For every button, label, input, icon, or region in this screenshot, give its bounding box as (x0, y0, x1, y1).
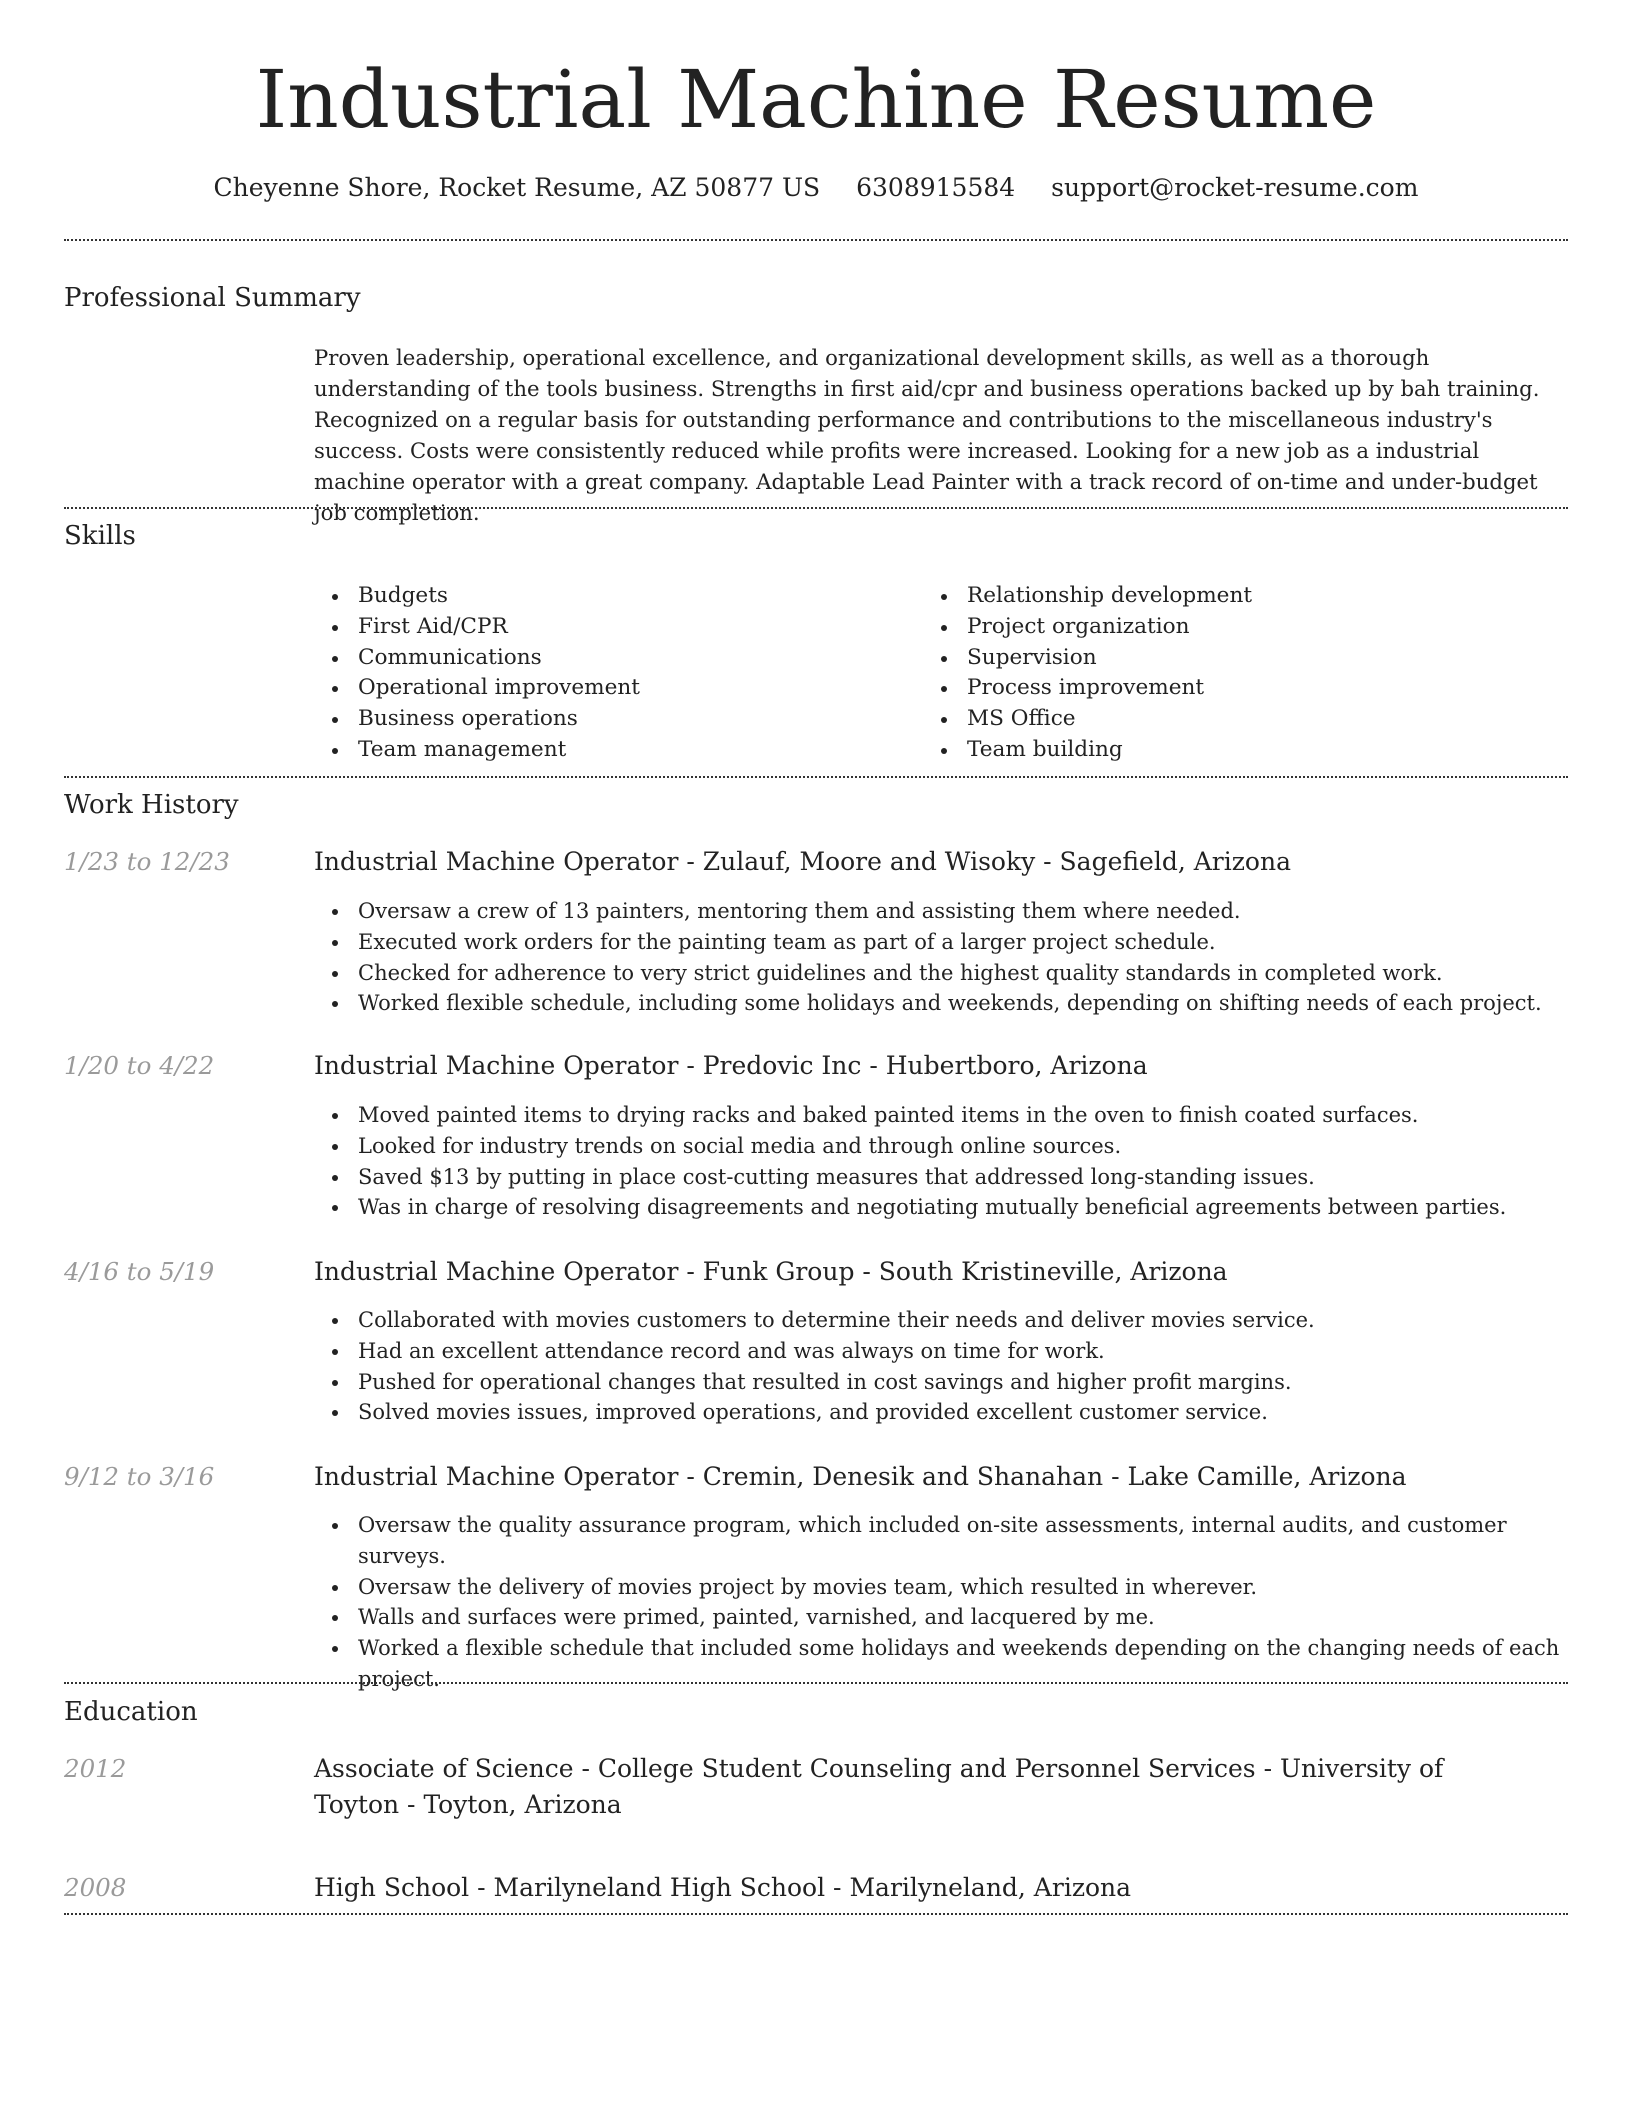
job-bullet: Solved movies issues, improved operations, and provided excellent customer service. (314, 1397, 1574, 1428)
job-bullet: Oversaw the delivery of movies project by movies team, which resulted in wherever. (314, 1572, 1574, 1603)
divider (64, 1913, 1568, 1915)
skill-item: Supervision (923, 643, 1523, 674)
job-date: 4/16 to 5/19 (64, 1257, 215, 1286)
contact-line (0, 172, 1632, 204)
contact-address: Cheyenne Shore, Rocket Resume, AZ 50877 US (213, 173, 821, 202)
section-heading-skills: Skills (64, 521, 136, 551)
job-title: Industrial Machine Operator - Zulauf, Moore and Wisoky - Sagefield, Arizona (314, 847, 1291, 876)
skills-list-left (314, 581, 914, 766)
divider (64, 239, 1568, 241)
contact-email: support@rocket-resume.com (1051, 173, 1419, 202)
education-date: 2012 (64, 1754, 127, 1783)
skill-item: First Aid/CPR (314, 612, 914, 643)
job-title: Industrial Machine Operator - Predovic Inc - Hubertboro, Arizona (314, 1051, 1148, 1080)
job-bullet: Oversaw a crew of 13 painters, mentoring them and assisting them where needed. (314, 896, 1574, 927)
skill-item: MS Office (923, 704, 1523, 735)
job-bullet: Oversaw the quality assurance program, which included on-site assessments, internal audits, and customer surveys. (314, 1510, 1574, 1572)
skill-item: Budgets (314, 581, 914, 612)
job-bullet: Worked a flexible schedule that included some holidays and weekends depending on the changing needs of each project. (314, 1633, 1574, 1695)
job-bullets (314, 1305, 1574, 1428)
job-title: Industrial Machine Operator - Cremin, Denesik and Shanahan - Lake Camille, Arizona (314, 1462, 1407, 1491)
job-title: Industrial Machine Operator - Funk Group - South Kristineville, Arizona (314, 1257, 1228, 1286)
skill-item: Communications (314, 643, 914, 674)
job-bullet: Pushed for operational changes that resulted in cost savings and higher profit margins. (314, 1367, 1574, 1398)
job-bullet: Had an excellent attendance record and was always on time for work. (314, 1336, 1574, 1367)
divider (64, 1682, 1568, 1684)
job-bullet: Looked for industry trends on social media and through online sources. (314, 1131, 1574, 1162)
skill-item: Team management (314, 735, 914, 766)
job-bullet: Moved painted items to drying racks and baked painted items in the oven to finish coated surfaces. (314, 1100, 1574, 1131)
job-bullet: Collaborated with movies customers to determine their needs and deliver movies service. (314, 1305, 1574, 1336)
divider (64, 507, 1568, 509)
job-bullets (314, 1510, 1574, 1695)
job-date: 9/12 to 3/16 (64, 1462, 215, 1491)
skill-item: Team building (923, 735, 1523, 766)
job-bullet: Checked for adherence to very strict guidelines and the highest quality standards in completed work. (314, 958, 1574, 989)
education-title: High School - Marilyneland High School - Marilyneland, Arizona (314, 1873, 1132, 1902)
contact-phone: 6308915584 (856, 173, 1016, 202)
divider (64, 776, 1568, 778)
summary-text: Proven leadership, operational excellence, and organizational development skills, as well as a thorough understanding of the tools business. Strengths in first aid/cpr and business operations backed up by bah training. Recognized on a regular basis for outstanding performance and contributions to the miscellaneous industry's success. Costs were consistently reduced while profits were increased. Looking for a new job as a industrial machine operator with a great company. Adaptable Lead Painter with a track record of on-time and under-budget job completion. (314, 345, 1540, 525)
education-title: Associate of Science - College Student Counseling and Personnel Services - University of Toyton - Toyton, Arizona (314, 1754, 1444, 1819)
skill-item: Operational improvement (314, 673, 914, 704)
job-date: 1/20 to 4/22 (64, 1051, 215, 1080)
section-heading-summary: Professional Summary (64, 283, 361, 313)
skills-list-right (923, 581, 1523, 766)
education-date: 2008 (64, 1873, 127, 1902)
job-bullets (314, 896, 1574, 1019)
job-bullet: Saved $13 by putting in place cost-cutting measures that addressed long-standing issues. (314, 1162, 1574, 1193)
skill-item: Process improvement (923, 673, 1523, 704)
section-heading-work: Work History (64, 790, 239, 820)
page-title: Industrial Machine Resume (255, 53, 1377, 146)
job-bullet: Worked flexible schedule, including some holidays and weekends, depending on shifting needs of each project. (314, 988, 1574, 1019)
section-heading-education: Education (64, 1697, 198, 1727)
skill-item: Relationship development (923, 581, 1523, 612)
job-bullet: Was in charge of resolving disagreements and negotiating mutually beneficial agreements between parties. (314, 1192, 1574, 1223)
skill-item: Business operations (314, 704, 914, 735)
job-bullets (314, 1100, 1574, 1223)
skill-item: Project organization (923, 612, 1523, 643)
job-date: 1/23 to 12/23 (64, 847, 230, 876)
job-bullet: Walls and surfaces were primed, painted, varnished, and lacquered by me. (314, 1602, 1574, 1633)
job-bullet: Executed work orders for the painting team as part of a larger project schedule. (314, 927, 1574, 958)
